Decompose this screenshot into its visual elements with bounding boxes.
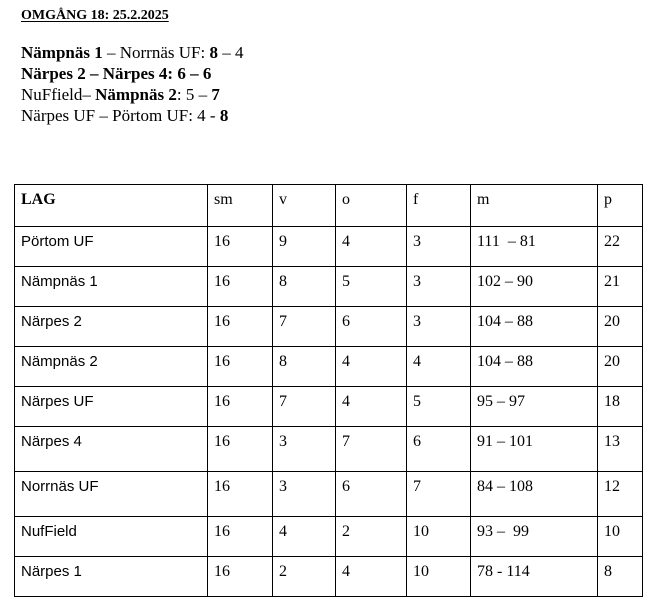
colon: : [188,106,198,125]
wins-cell: 3 [273,472,336,517]
table-row [15,227,643,267]
result-line [21,105,243,126]
home-team: Nämpnäs 1 [21,43,103,62]
wins-cell: 7 [273,307,336,347]
draws-cell: 6 [336,472,407,517]
wins-cell: 2 [273,557,336,597]
away-team: Norrnäs UF [119,43,201,62]
wins-cell: 4 [273,517,336,557]
played-cell: 16 [208,427,273,472]
points-cell: 10 [598,517,643,557]
wins-cell: 3 [273,427,336,472]
table-row [15,387,643,427]
draws-cell: 5 [336,267,407,307]
column-header-team: LAG [15,185,208,227]
team-cell: Närpes UF [15,387,208,427]
table-row [15,307,643,347]
table-header-row [15,185,643,227]
goals-cell: 84 – 108 [471,472,598,517]
separator: – [102,43,120,62]
table-row [15,557,643,597]
team-cell: Närpes 1 [15,557,208,597]
column-header-losses: f [407,185,471,227]
score-dash: – [194,85,212,104]
standings-table [14,184,643,597]
result-line [21,42,243,63]
losses-cell: 7 [407,472,471,517]
played-cell: 16 [208,557,273,597]
goals-cell: 95 – 97 [471,387,598,427]
table-row [15,427,643,472]
team-cell: Nämpnäs 2 [15,347,208,387]
team-cell: Nämpnäs 1 [15,267,208,307]
points-cell: 21 [598,267,643,307]
played-cell: 16 [208,227,273,267]
wins-cell: 8 [273,267,336,307]
points-cell: 20 [598,307,643,347]
colon: : [176,85,186,104]
column-header-points: p [598,185,643,227]
column-header-goals: m [471,185,598,227]
goals-cell: 78 - 114 [471,557,598,597]
points-cell: 8 [598,557,643,597]
played-cell: 16 [208,472,273,517]
home-score: 8 [209,43,218,62]
goals-cell: 91 – 101 [471,427,598,472]
losses-cell: 4 [407,347,471,387]
points-cell: 12 [598,472,643,517]
table-row [15,347,643,387]
losses-cell: 10 [407,557,471,597]
table-row [15,517,643,557]
losses-cell: 10 [407,517,471,557]
home-score: 5 [185,85,195,104]
score-dash: – [217,43,235,62]
played-cell: 16 [208,307,273,347]
played-cell: 16 [208,517,273,557]
away-team: Närpes 4 [102,64,168,83]
goals-cell: 104 – 88 [471,307,598,347]
score-dash: – [185,64,203,83]
table-row [15,472,643,517]
colon: : [167,64,178,83]
home-team: Närpes UF [21,106,96,125]
home-score: 6 [177,64,186,83]
goals-cell: 102 – 90 [471,267,598,307]
wins-cell: 8 [273,347,336,387]
home-score: 4 [197,106,206,125]
draws-cell: 4 [336,347,407,387]
away-score: 4 [234,43,244,62]
team-cell: Närpes 2 [15,307,208,347]
home-team: Närpes 2 [21,64,86,83]
draws-cell: 6 [336,307,407,347]
home-team: NuFfield [21,85,83,104]
result-line [21,63,243,84]
table-row [15,267,643,307]
column-header-played: sm [208,185,273,227]
points-cell: 13 [598,427,643,472]
played-cell: 16 [208,267,273,307]
score-dash: - [205,106,220,125]
losses-cell: 5 [407,387,471,427]
points-cell: 18 [598,387,643,427]
draws-cell: 4 [336,227,407,267]
team-cell: Närpes 4 [15,427,208,472]
away-score: 6 [202,64,212,83]
separator: – [85,64,103,83]
draws-cell: 7 [336,427,407,472]
wins-cell: 9 [273,227,336,267]
wins-cell: 7 [273,387,336,427]
team-cell: Norrnäs UF [15,472,208,517]
column-header-draws: o [336,185,407,227]
losses-cell: 6 [407,427,471,472]
draws-cell: 4 [336,387,407,427]
separator: – [95,106,113,125]
away-score: 7 [211,85,220,104]
played-cell: 16 [208,387,273,427]
losses-cell: 3 [407,267,471,307]
losses-cell: 3 [407,227,471,267]
points-cell: 22 [598,227,643,267]
goals-cell: 111 – 81 [471,227,598,267]
team-cell: NufField [15,517,208,557]
goals-cell: 104 – 88 [471,347,598,387]
column-header-wins: v [273,185,336,227]
team-cell: Pörtom UF [15,227,208,267]
away-team: Nämpnäs 2 [95,85,177,104]
away-score: 8 [219,106,229,125]
away-team: Pörtom UF [112,106,189,125]
colon: : [200,43,210,62]
draws-cell: 2 [336,517,407,557]
result-line [21,84,243,105]
round-heading: OMGÅNG 18: 25.2.2025 [21,8,169,23]
losses-cell: 3 [407,307,471,347]
goals-cell: 93 – 99 [471,517,598,557]
separator: – [82,85,96,104]
played-cell: 16 [208,347,273,387]
draws-cell: 4 [336,557,407,597]
points-cell: 20 [598,347,643,387]
results-list [21,42,243,126]
